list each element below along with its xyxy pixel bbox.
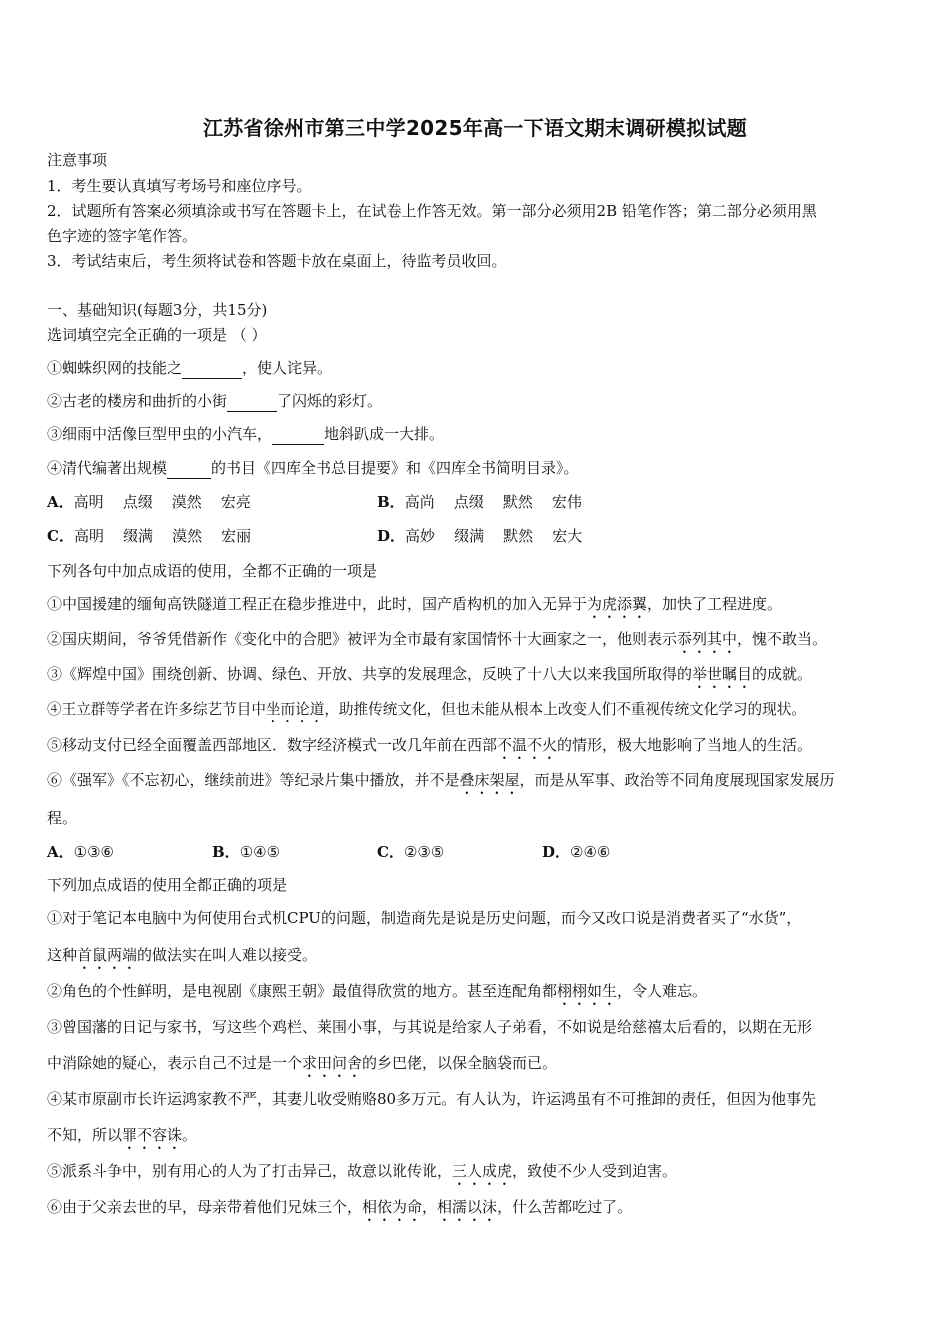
q3-sentence-5: ⑤派系斗争中，别有用心的人为了打击异己，故意以讹传讹，三人成虎，致使不少人受到迫害。 — [47, 1162, 678, 1180]
dotted-idiom: 相濡以沫 — [437, 1198, 498, 1216]
q1-stem: 选词填空完全正确的一项是 （ ） — [47, 326, 267, 344]
notice-heading: 注意事项 — [47, 151, 108, 169]
fill-blank — [167, 458, 211, 479]
notice-item-2-cont: 色字迹的签字笔作答。 — [47, 227, 198, 245]
q2-sentence-2: ②国庆期间，爷爷凭借新作《变化中的合肥》被评为全市最有家国情怀十大画家之一，他则表示忝列其中，愧不敢当。 — [47, 630, 828, 648]
q3-sentence-2: ②角色的个性鲜明，是电视剧《康熙王朝》最值得欣赏的地方。甚至连配角都栩栩如生，令人难忘。 — [47, 982, 708, 1000]
q1-line-4: ④清代编著出规模 的书目《四库全书总目提要》和《四库全书简明目录》。 — [47, 459, 579, 477]
fill-blank — [272, 424, 324, 445]
dotted-idiom: 忝列其中 — [677, 630, 738, 648]
dotted-idiom: 坐而论道 — [265, 701, 325, 718]
q3-sentence-6: ⑥由于父亲去世的早，母亲带着他们兄妹三个，相依为命，相濡以沫，什么苦都吃过了。 — [47, 1198, 633, 1216]
q3-sentence-1: ①对于笔记本电脑中为何使用台式机CPU的问题，制造商先是说是历史问题，而今又改口说是消费者买了“水货”， — [47, 909, 802, 927]
q3-sentence-3-cont: 中消除她的疑心，表示自己不过是一个求田问舍的乡巴佬，以保全脑袋而已。 — [47, 1054, 558, 1072]
notice-item-1: 1．考生要认真填写考场号和座位序号。 — [47, 177, 312, 195]
q2-option-b: B．①④⑤ — [212, 843, 281, 861]
q2-stem: 下列各句中加点成语的使用，全都不正确的一项是 — [47, 562, 378, 580]
dotted-idiom: 罪不容诛 — [122, 1126, 183, 1144]
q2-option-c: C．②③⑤ — [377, 843, 445, 861]
q2-sentence-5: ⑤移动支付已经全面覆盖西部地区．数字经济模式一改几年前在西部不温不火的情形，极大地影响了当地人的生活。 — [47, 736, 813, 754]
q1-option-b: B．高尚 点缀 默然 宏伟 — [377, 493, 582, 511]
notice-item-3: 3．考试结束后，考生须将试卷和答题卡放在桌面上，待监考员收回。 — [47, 252, 507, 270]
q1-line-3: ③细雨中活像巨型甲虫的小汽车， 地斜趴成一大排。 — [47, 425, 445, 443]
fill-blank — [227, 391, 277, 412]
dotted-idiom: 叠床架屋 — [459, 771, 520, 789]
dotted-idiom: 为虎添翼 — [587, 595, 648, 613]
q3-sentence-3: ③曾国藩的日记与家书，写这些个鸡栏、莱围小事，与其说是给家人子弟看，不如说是给慈禧太后看的，以期在无形 — [47, 1018, 813, 1036]
q2-sentence-6-cont: 程。 — [47, 809, 78, 827]
fill-blank — [182, 358, 242, 379]
dotted-idiom: 求田问舍 — [302, 1054, 363, 1072]
q2-option-a: A．①③⑥ — [47, 843, 114, 861]
page-title: 江苏省徐州市第三中学2025年高一下语文期末调研模拟试题 — [202, 116, 748, 140]
q1-line-2: ②古老的楼房和曲折的小街 了闪烁的彩灯。 — [47, 392, 383, 410]
q2-option-d: D．②④⑥ — [542, 843, 611, 861]
section-heading: 一、基础知识(每题3分，共15分) — [47, 301, 268, 319]
q1-option-a: A．高明 点缀 漠然 宏亮 — [47, 493, 251, 511]
q2-sentence-1: ①中国援建的缅甸高铁隧道工程正在稳步推进中，此时，国产盾构机的加入无异于为虎添翼，加快了工程进度。 — [47, 595, 783, 613]
dotted-idiom: 相依为命 — [362, 1198, 423, 1216]
dotted-idiom: 不温不火 — [497, 736, 558, 754]
q1-line-1: ①蜘蛛织网的技能之 ，使人诧异。 — [47, 359, 333, 377]
q1-option-c: C．高明 缀满 漠然 宏丽 — [47, 527, 252, 545]
dotted-idiom: 首鼠两端 — [77, 946, 138, 964]
dotted-idiom: 举世瞩目 — [692, 665, 753, 683]
q2-sentence-3: ③《辉煌中国》围绕创新、协调、绿色、开放、共享的发展理念，反映了十八大以来我国所取得的举世瞩目的成就。 — [47, 665, 813, 683]
q3-sentence-4-cont: 不知，所以罪不容诛。 — [47, 1126, 198, 1144]
dotted-idiom: 栩栩如生 — [557, 982, 618, 1000]
notice-item-2: 2．试题所有答案必须填涂或书写在答题卡上，在试卷上作答无效。第一部分必须用2B 铅笔作答；第二部分必须用黑 — [47, 202, 817, 220]
q2-sentence-6: ⑥《强军》《不忘初心，继续前进》等纪录片集中播放，并不是叠床架屋，而是从军事、政治等不同角度展现国家发展历 — [47, 771, 835, 789]
q2-sentence-4: ④王立群等学者在许多综艺节目中坐而论道，助推传统文化，但也未能从根本上改变人们不重视传统文化学习的现状。 — [47, 701, 806, 718]
q3-stem: 下列加点成语的使用全都正确的项是 — [47, 876, 288, 894]
q3-sentence-1-cont: 这种首鼠两端的做法实在叫人难以接受。 — [47, 946, 318, 964]
q3-sentence-4: ④某市原副市长许运鸿家教不严，其妻儿收受贿赂80多万元。有人认为，许运鸿虽有不可推卸的责任，但因为他事先 — [47, 1090, 817, 1108]
dotted-idiom: 三人成虎 — [452, 1162, 513, 1180]
q1-option-d: D．高妙 缀满 默然 宏大 — [377, 527, 583, 545]
